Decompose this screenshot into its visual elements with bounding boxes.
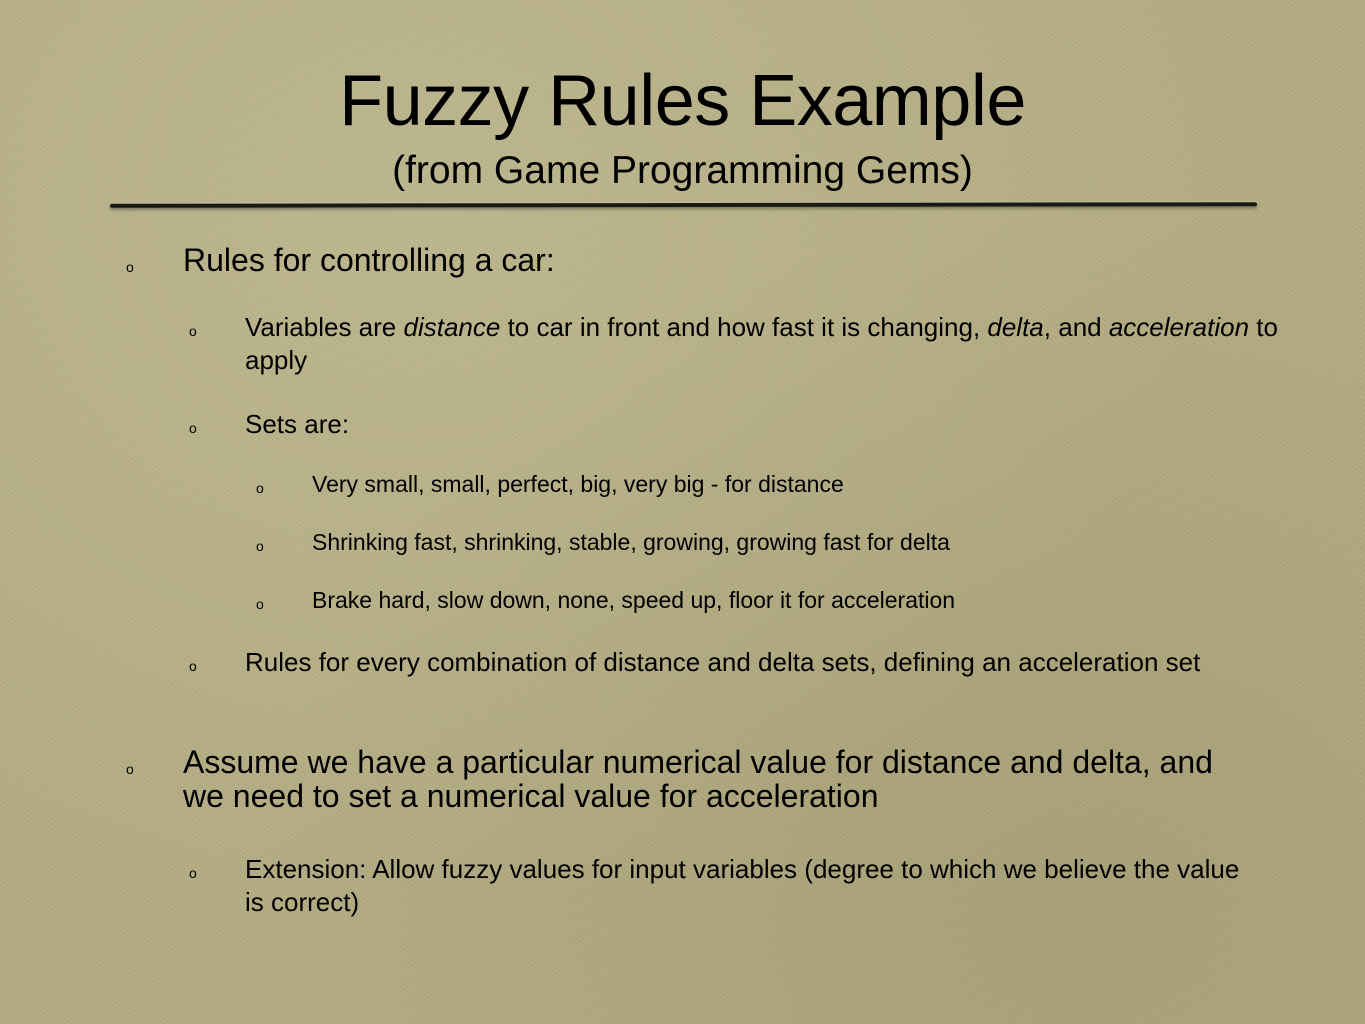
bullet-item [256, 587, 1262, 614]
bullet-text: Assume we have a particular numerical value for distance and delta, and we need to set a numerical value for acceleration [183, 744, 1213, 814]
bullet-text: Rules for controlling a car: [183, 242, 555, 278]
bullet-icon: o [189, 323, 197, 339]
bullet-text: Rules for every combination of distance and delta sets, defining an acceleration set [245, 647, 1201, 677]
title-divider [110, 202, 1257, 208]
bullet-item [189, 646, 1245, 679]
bullet-icon: o [126, 259, 134, 275]
bullet-item [256, 529, 1262, 556]
bullet-item [189, 408, 1245, 441]
bullet-icon: o [256, 480, 264, 496]
bullet-icon: o [126, 761, 134, 777]
bullet-item [189, 853, 1245, 919]
slide-title: Fuzzy Rules Example [339, 61, 1026, 141]
bullet-icon: o [189, 420, 197, 436]
bullet-item [126, 242, 1263, 278]
bullet-text: Brake hard, slow down, none, speed up, floor it for acceleration [312, 587, 956, 613]
bullet-item [126, 744, 1243, 814]
slide-subtitle: (from Game Programming Gems) [392, 149, 973, 192]
bullet-icon: o [189, 865, 197, 881]
bullet-icon: o [189, 658, 197, 674]
bullet-text: Variables are distance to car in front and how fast it is changing, delta, and acceleration to apply [245, 312, 1278, 375]
bullet-item [256, 471, 1262, 498]
bullet-item [189, 311, 1325, 377]
bullet-text: Shrinking fast, shrinking, stable, growing, growing fast for delta [312, 529, 950, 555]
bullet-text: Sets are: [245, 409, 350, 439]
bullet-text: Extension: Allow fuzzy values for input variables (degree to which we believe the value is correct) [245, 854, 1240, 917]
bullet-text: Very small, small, perfect, big, very big - for distance [312, 471, 844, 497]
bullet-icon: o [256, 596, 264, 612]
bullet-icon: o [256, 538, 264, 554]
